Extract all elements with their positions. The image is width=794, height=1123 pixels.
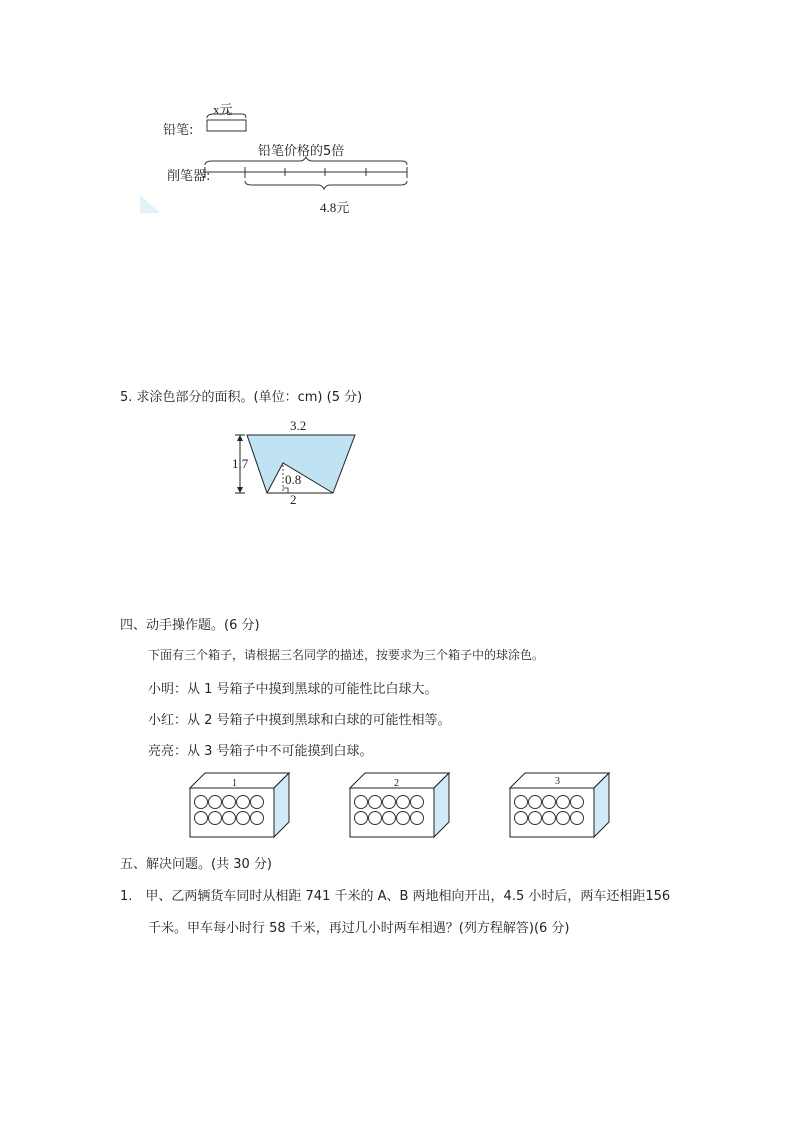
q1-line1: 1. 甲、乙两辆货车同时从相距 741 千米的 A、B 两地相向开出，4.5 小时后，两车还相距156 xyxy=(120,889,671,904)
top-length-label: 3.2 xyxy=(290,418,307,433)
bottom-length-label: 2 xyxy=(290,492,297,507)
statement-liangliang: 亮亮：从 3 号箱子中不可能摸到白球。 xyxy=(148,744,373,759)
brace-bottom-label: 4.8元 xyxy=(320,200,350,215)
statement-xiaoming: 小明：从 1 号箱子中摸到黑球的可能性比白球大。 xyxy=(148,682,438,697)
segment-diagram xyxy=(0,0,794,230)
height-label: 1.7 xyxy=(232,456,249,471)
section4-heading: 四、动手操作题。(6 分) xyxy=(120,618,260,633)
q5-prompt: 5. 求涂色部分的面积。(单位：cm) (5 分) xyxy=(120,390,363,405)
statement-xiaohong: 小红：从 2 号箱子中摸到黑球和白球的可能性相等。 xyxy=(148,713,451,728)
section4-instruction: 下面有三个箱子，请根据三名同学的描述，按要求为三个箱子中的球涂色。 xyxy=(148,648,545,662)
pencil-label: 铅笔: xyxy=(163,123,194,138)
sharpener-label: 削笔器: xyxy=(167,169,211,184)
section5-heading: 五、解决问题。(共 30 分) xyxy=(120,857,272,872)
box-drawing[interactable] xyxy=(505,770,620,842)
inner-height-label: 0.8 xyxy=(285,472,302,487)
box-number: 2 xyxy=(394,778,399,789)
box-number: 3 xyxy=(555,776,560,787)
q1-line2: 千米。甲车每小时行 58 千米，再过几小时两车相遇？(列方程解答)(6 分) xyxy=(148,921,570,936)
brace-top-label: 铅笔价格的5倍 xyxy=(258,144,345,159)
box-drawing[interactable] xyxy=(185,770,300,842)
box-number: 1 xyxy=(232,778,237,789)
box-drawing[interactable] xyxy=(345,770,460,842)
pencil-price-label: x元 xyxy=(213,102,233,117)
